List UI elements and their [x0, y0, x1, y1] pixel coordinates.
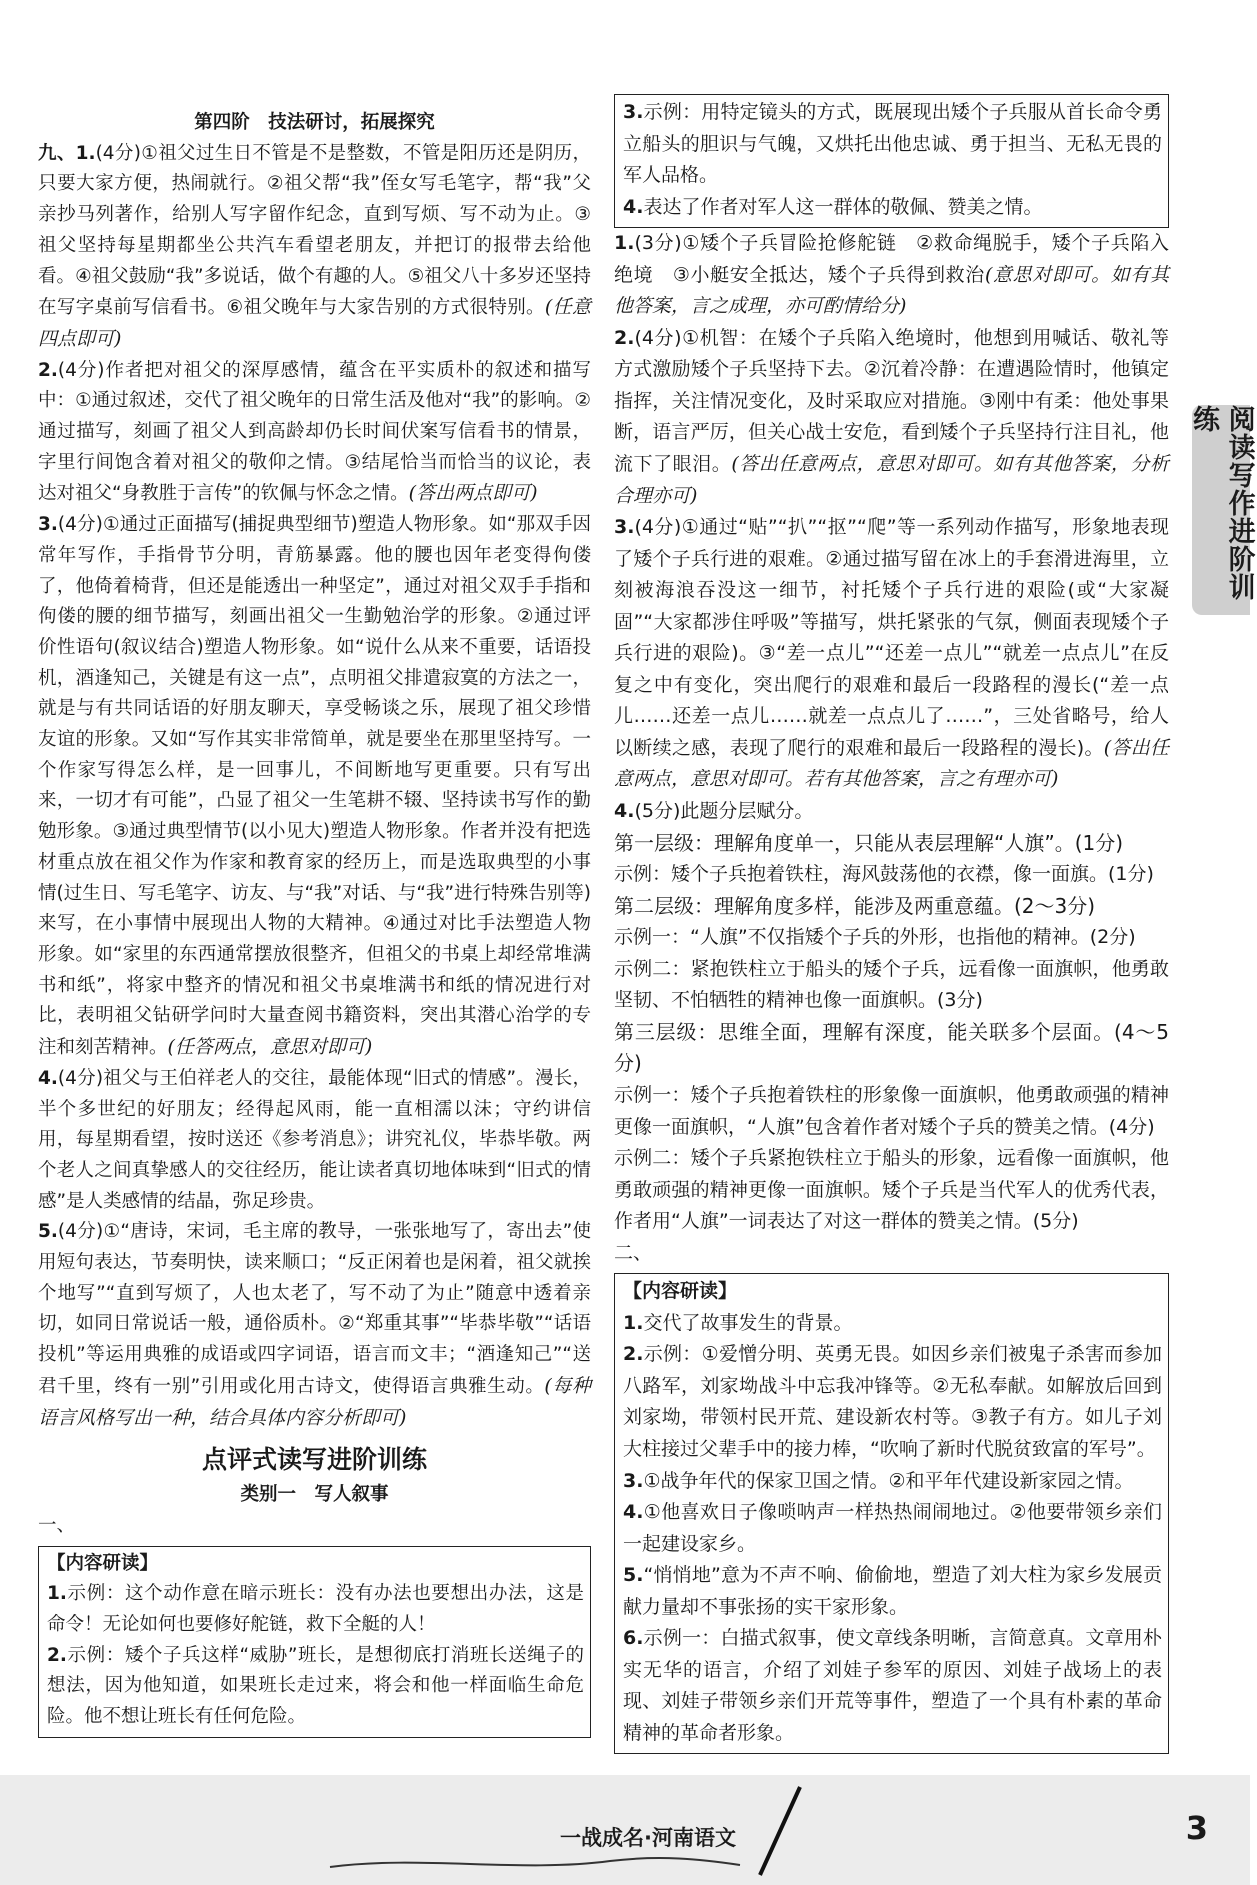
item-text: (4分)①通过正面描写(捕捉典型细节)塑造人物形象。如“那双手因常年写作，手指骨节分明，青筋暴露。他的腰也因年老变得佝偻了，他倚着椅背，但还是能透出一种坚定”，通过对祖父双手手指和佝偻的腰的细节描写，刻画出祖父一生勤勉治学的形象。②通过评价性语句(叙议结合)塑造人物形象。如“说什么从来不重要，话语投机，酒逢知己，关键是有这一点”，点明祖父排遣寂寞的方法之一，就是与有共同话语的好朋友聊天，享受畅谈之乐，展现了祖父珍惜友谊的形象。又如“写作其实非常简单，就是要坐在那里坚持写。一个作家写得怎么样，是一回事儿，不间断地写更重要。只有写出来，一切才有可能”，凸显了祖父一生笔耕不辍、坚持读书写作的勤勉形象。③通过典型情节(以小见大)塑造人物形象。作者并没有把选材重点放在祖父作为作家和教育家的经历上，而是选取典型的小事情(过生日、写毛笔字、访友、与“我”对话、与“我”进行特殊告别等)来写，在小事情中展现出人物的大精神。④通过对比手法塑造人物形象。如“家里的东西通常摆放很整齐，但祖父的书桌上却经常堆满书和纸”，将家中整齐的情况和祖父书桌堆满书和纸的情况进行对比，表明祖父钻研学问时大量查阅书籍资料，突出其潜心治学的专注和刻苦精神。: [38, 514, 591, 1059]
item-text: “悄悄地”意为不声不响、偷偷地，塑造了刘大柱为家乡发展贡献力量却不事张扬的实干家形象。: [623, 1564, 1162, 1618]
part-label: 二、: [614, 1241, 653, 1264]
scoring-example: 示例二：紧抱铁柱立于船头的矮个子兵，远看像一面旗帜，他勇敢坚韧、不怕牺牲的精神也像一面旗帜。(3分): [614, 957, 1169, 1012]
item-text: (3分)①矮个子兵冒险抢修舵链 ②救命绳脱手，矮个子兵陷入绝境 ③小艇安全抵达，矮个子兵得到救治: [614, 232, 1169, 286]
item-text: (5分)此题分层赋分。: [634, 800, 814, 823]
right-column: [614, 101, 1169, 1754]
training-title: 点评式读写进阶训练: [201, 1445, 427, 1475]
answer-item: [614, 512, 1169, 796]
page-footer: [0, 1775, 1250, 1885]
box-items: [47, 1579, 584, 1733]
scoring-example: 示例一：“人旗”不仅指矮个子兵的外形，也指他的精神。(2分): [614, 926, 1136, 949]
answer-item: [614, 228, 1169, 323]
item-number: 3.: [38, 514, 58, 536]
left-column: [38, 108, 591, 1738]
item-number: 2.: [614, 326, 635, 349]
item-number: 4.: [623, 1501, 644, 1524]
section-title: 第四阶 技法研讨，拓展探究: [194, 112, 435, 133]
answer-item: [623, 97, 1162, 192]
item-number: 2.: [38, 359, 58, 381]
answer-item: [623, 1466, 1162, 1498]
scoring-level: 第一层级：理解角度单一，只能从表层理解“人旗”。(1分): [614, 830, 1124, 855]
item-note: (任意四点即可): [38, 296, 591, 350]
content-reading-box: [614, 1273, 1169, 1754]
answer-item: [623, 192, 1162, 224]
item-number: 2.: [47, 1644, 67, 1666]
answer-item: [38, 1217, 591, 1434]
item-text: 示例：这个动作意在暗示班长：没有办法也要想出办法，这是命令！无论如何也要修好舵链，救下全艇的人！: [47, 1583, 584, 1636]
item-text: (4分)①通过“贴”“扒”“抠”“爬”等一系列动作描写，形象地表现了矮个子兵行进的艰难。②通过描写留在冰上的手套滑进海里，立刻被海浪吞没这一细节，衬托矮个子兵行进的艰险(或“大家凝固”“大家都涉住呼吸”等描写，烘托紧张的气氛，侧面表现矮个子兵行进的艰险)。③“差一点儿”“还差一点儿”“就差一点点儿”在反复之中有变化，突出爬行的艰难和最后一段路程的漫长(“差一点儿……还差一点儿……就差一点点儿了……”，三处省略号，给人以断续之感，表现了爬行的艰难和最后一段路程的漫长)。: [614, 516, 1169, 759]
right-answer-list: [614, 228, 1169, 827]
answer-item: [623, 1497, 1162, 1560]
item-text: (4分)①祖父过生日不管是不是整数，不管是阳历还是阴历，只要大家方便，热闹就行。②祖父帮“我”侄女写毛笔字，帮“我”父亲抄马列著作，给别人写字留作纪念，直到写烦、写不动为止。③祖父坚持每星期都坐公共汽车看望老朋友，并把订的报带去给他看。④祖父鼓励“我”多说话，做个有趣的人。⑤祖父八十多岁还坚持在写字桌前写信看书。⑥祖父晚年与大家告别的方式很特别。: [38, 142, 592, 319]
item-number: 4.: [623, 195, 644, 218]
item-number: 3.: [623, 101, 644, 123]
item-number: 6.: [623, 1627, 644, 1650]
item-text: 示例：用特定镜头的方式，既展现出矮个子兵服从首长命令勇立船头的胆识与气魄，又烘托出他忠诚、勇于担当、无私无畏的军人品格。: [623, 101, 1162, 187]
item-text: (4分)祖父与王伯祥老人的交往，最能体现“旧式的情感”。漫长，半个多世纪的好朋友；经得起风雨，能一直相濡以沫；守约讲信用，每星期看望，按时送还《参考消息》；讲究礼仪，毕恭毕敬。两个老人之间真挚感人的交往经历，能让读者真切地体味到“旧式的情感”是人类感情的结晶，弥足珍贵。: [38, 1067, 591, 1212]
answer-item: [38, 510, 591, 1064]
item-text: 交代了故事发生的背景。: [643, 1311, 853, 1334]
content-reading-box: [38, 1546, 591, 1738]
item-note: (答出任意两点，意思对即可。如有其他答案，分析合理亦可): [614, 453, 1169, 507]
top-answer-box: [614, 94, 1169, 228]
answer-item: [623, 1623, 1162, 1749]
item-number: 3.: [614, 516, 635, 539]
item-text: 示例：①爱憎分明、英勇无畏。如因乡亲们被鬼子杀害而参加八路军，刘家坳战斗中忘我冲锋等。②无私奉献。如解放后回到刘家坳，带领村民开荒、建设新农村等。③教子有方。如儿子刘大柱接过父辈手中的接力棒，“吹响了新时代脱贫致富的军号”。: [623, 1343, 1162, 1460]
scoring-level: 第三层级：思维全面，理解有深度，能关联多个层面。(4～5分): [614, 1019, 1169, 1076]
answer-item: [38, 356, 591, 511]
item-text: 表达了作者对军人这一群体的敬佩、赞美之情。: [643, 195, 1043, 218]
answer-item: [623, 1339, 1162, 1465]
item-text: ①他喜欢日子像唢呐声一样热热闹闹地过。②他要带领乡亲们一起建设家乡。: [623, 1501, 1162, 1555]
item-text: (4分)①机智：在矮个子兵陷入绝境时，他想到用喊话、敬礼等方式激励矮个子兵坚持下去。②沉着冷静：在遭遇险情时，他镇定指挥，关注情况变化，及时采取应对措施。③刚中有柔：他处事果断，语言严厉，但关心战士安危，看到矮个子兵坚持行注目礼，他流下了眼泪。: [614, 326, 1169, 476]
left-answer-list: [38, 139, 591, 1435]
item-note: (答出两点即可): [408, 482, 538, 505]
item-text: (4分)作者把对祖父的深厚感情，蕴含在平实质朴的叙述和描写中：①通过叙述，交代了祖父晚年的日常生活及他对“我”的影响。②通过描写，刻画了祖父人到高龄却仍长时间伏案写信看书的情景，字里行间饱含着对祖父的敬仰之情。③结尾恰当而恰当的议论，表达对祖父“身教胜于言传”的钦佩与怀念之情。: [38, 359, 591, 505]
box-head: 【内容研读】: [623, 1280, 738, 1303]
page-number: 3: [1185, 1809, 1208, 1847]
item-text: 示例一：白描式叙事，使文章线条明晰，言简意真。文章用朴实无华的语言，介绍了刘娃子参军的原因、刘娃子战场上的表现、刘娃子带领乡亲们开荒等事件，塑造了一个具有朴素的革命精神的革命者形象。: [623, 1627, 1162, 1744]
scoring-levels: [614, 828, 1169, 1238]
item-number: 2.: [623, 1343, 644, 1366]
answer-item: [623, 1560, 1162, 1623]
side-tab: [1188, 405, 1255, 615]
scoring-example: 示例二：矮个子兵紧抱铁柱立于船头的形象，远看像一面旗帜，他勇敢顽强的精神更像一面旗帜。矮个子兵是当代军人的优秀代表，作者用“人旗”一词表达了对这一群体的赞美之情。(5分): [614, 1147, 1169, 1233]
item-number: 5.: [623, 1564, 644, 1587]
footer-title: 一战成名·河南语文: [560, 1826, 736, 1850]
item-number: 九、1.: [38, 142, 96, 164]
item-note: (答出任意两点，意思对即可。若有其他答案，言之有理亦可): [614, 736, 1169, 791]
item-number: 1.: [614, 232, 635, 255]
answer-item: [38, 139, 591, 356]
item-note: (意思对即可。如有其他答案，言之成理，亦可酌情给分): [614, 263, 1169, 318]
box-items: [623, 1308, 1162, 1750]
item-number: 4.: [614, 800, 635, 823]
answer-item: [47, 1641, 584, 1733]
box-items: [623, 97, 1162, 223]
answer-item: [614, 323, 1169, 512]
side-tab-label: 阅读写作进阶训练: [1188, 405, 1255, 601]
item-number: 5.: [38, 1221, 58, 1243]
scoring-example: 示例：矮个子兵抱着铁柱，海风鼓荡他的衣襟，像一面旗。(1分): [614, 863, 1154, 886]
item-note: (每种语言风格写出一种，结合具体内容分析即可): [38, 1374, 591, 1429]
item-number: 4.: [38, 1067, 58, 1089]
item-text: 示例：矮个子兵这样“威胁”班长，是想彻底打消班长送绳子的想法，因为他知道，如果班长走过来，将会和他一样面临生命危险。他不想让班长有任何危险。: [47, 1644, 584, 1728]
part-label: 一、: [38, 1514, 76, 1536]
item-note: (任答两点，意思对即可): [167, 1036, 373, 1059]
item-number: 1.: [623, 1311, 644, 1334]
scoring-level: 第二层级：理解角度多样，能涉及两重意蕴。(2～3分): [614, 893, 1096, 918]
item-number: 1.: [47, 1583, 67, 1605]
category-title: 类别一 写人叙事: [240, 1484, 389, 1506]
answer-item: [614, 796, 1169, 828]
item-number: 3.: [623, 1469, 644, 1492]
answer-item: [38, 1064, 591, 1218]
answer-item: [623, 1308, 1162, 1340]
answer-item: [47, 1579, 584, 1640]
scoring-example: 示例一：矮个子兵抱着铁柱的形象像一面旗帜，他勇敢顽强的精神更像一面旗帜，“人旗”包含着作者对矮个子兵的赞美之情。(4分): [614, 1083, 1169, 1138]
item-text: ①战争年代的保家卫国之情。②和平年代建设新家园之情。: [643, 1469, 1134, 1492]
box-head: 【内容研读】: [47, 1552, 159, 1574]
item-text: (4分)①“唐诗，宋词，毛主席的教导，一张张地写了，寄出去”使用短句表达，节奏明快，读来顺口；“反正闲着也是闲着，祖父就挨个地写”“直到写烦了，人也太老了，写不动了为止”随意中透着亲切，如同日常说话一般，通俗质朴。②“郑重其事”“毕恭毕敬”“话语投机”等运用典雅的成语或四字词语，语言而文丰；“酒逢知己”“送君千里，终有一别”引用或化用古诗文，使得语言典雅生动。: [38, 1221, 591, 1397]
